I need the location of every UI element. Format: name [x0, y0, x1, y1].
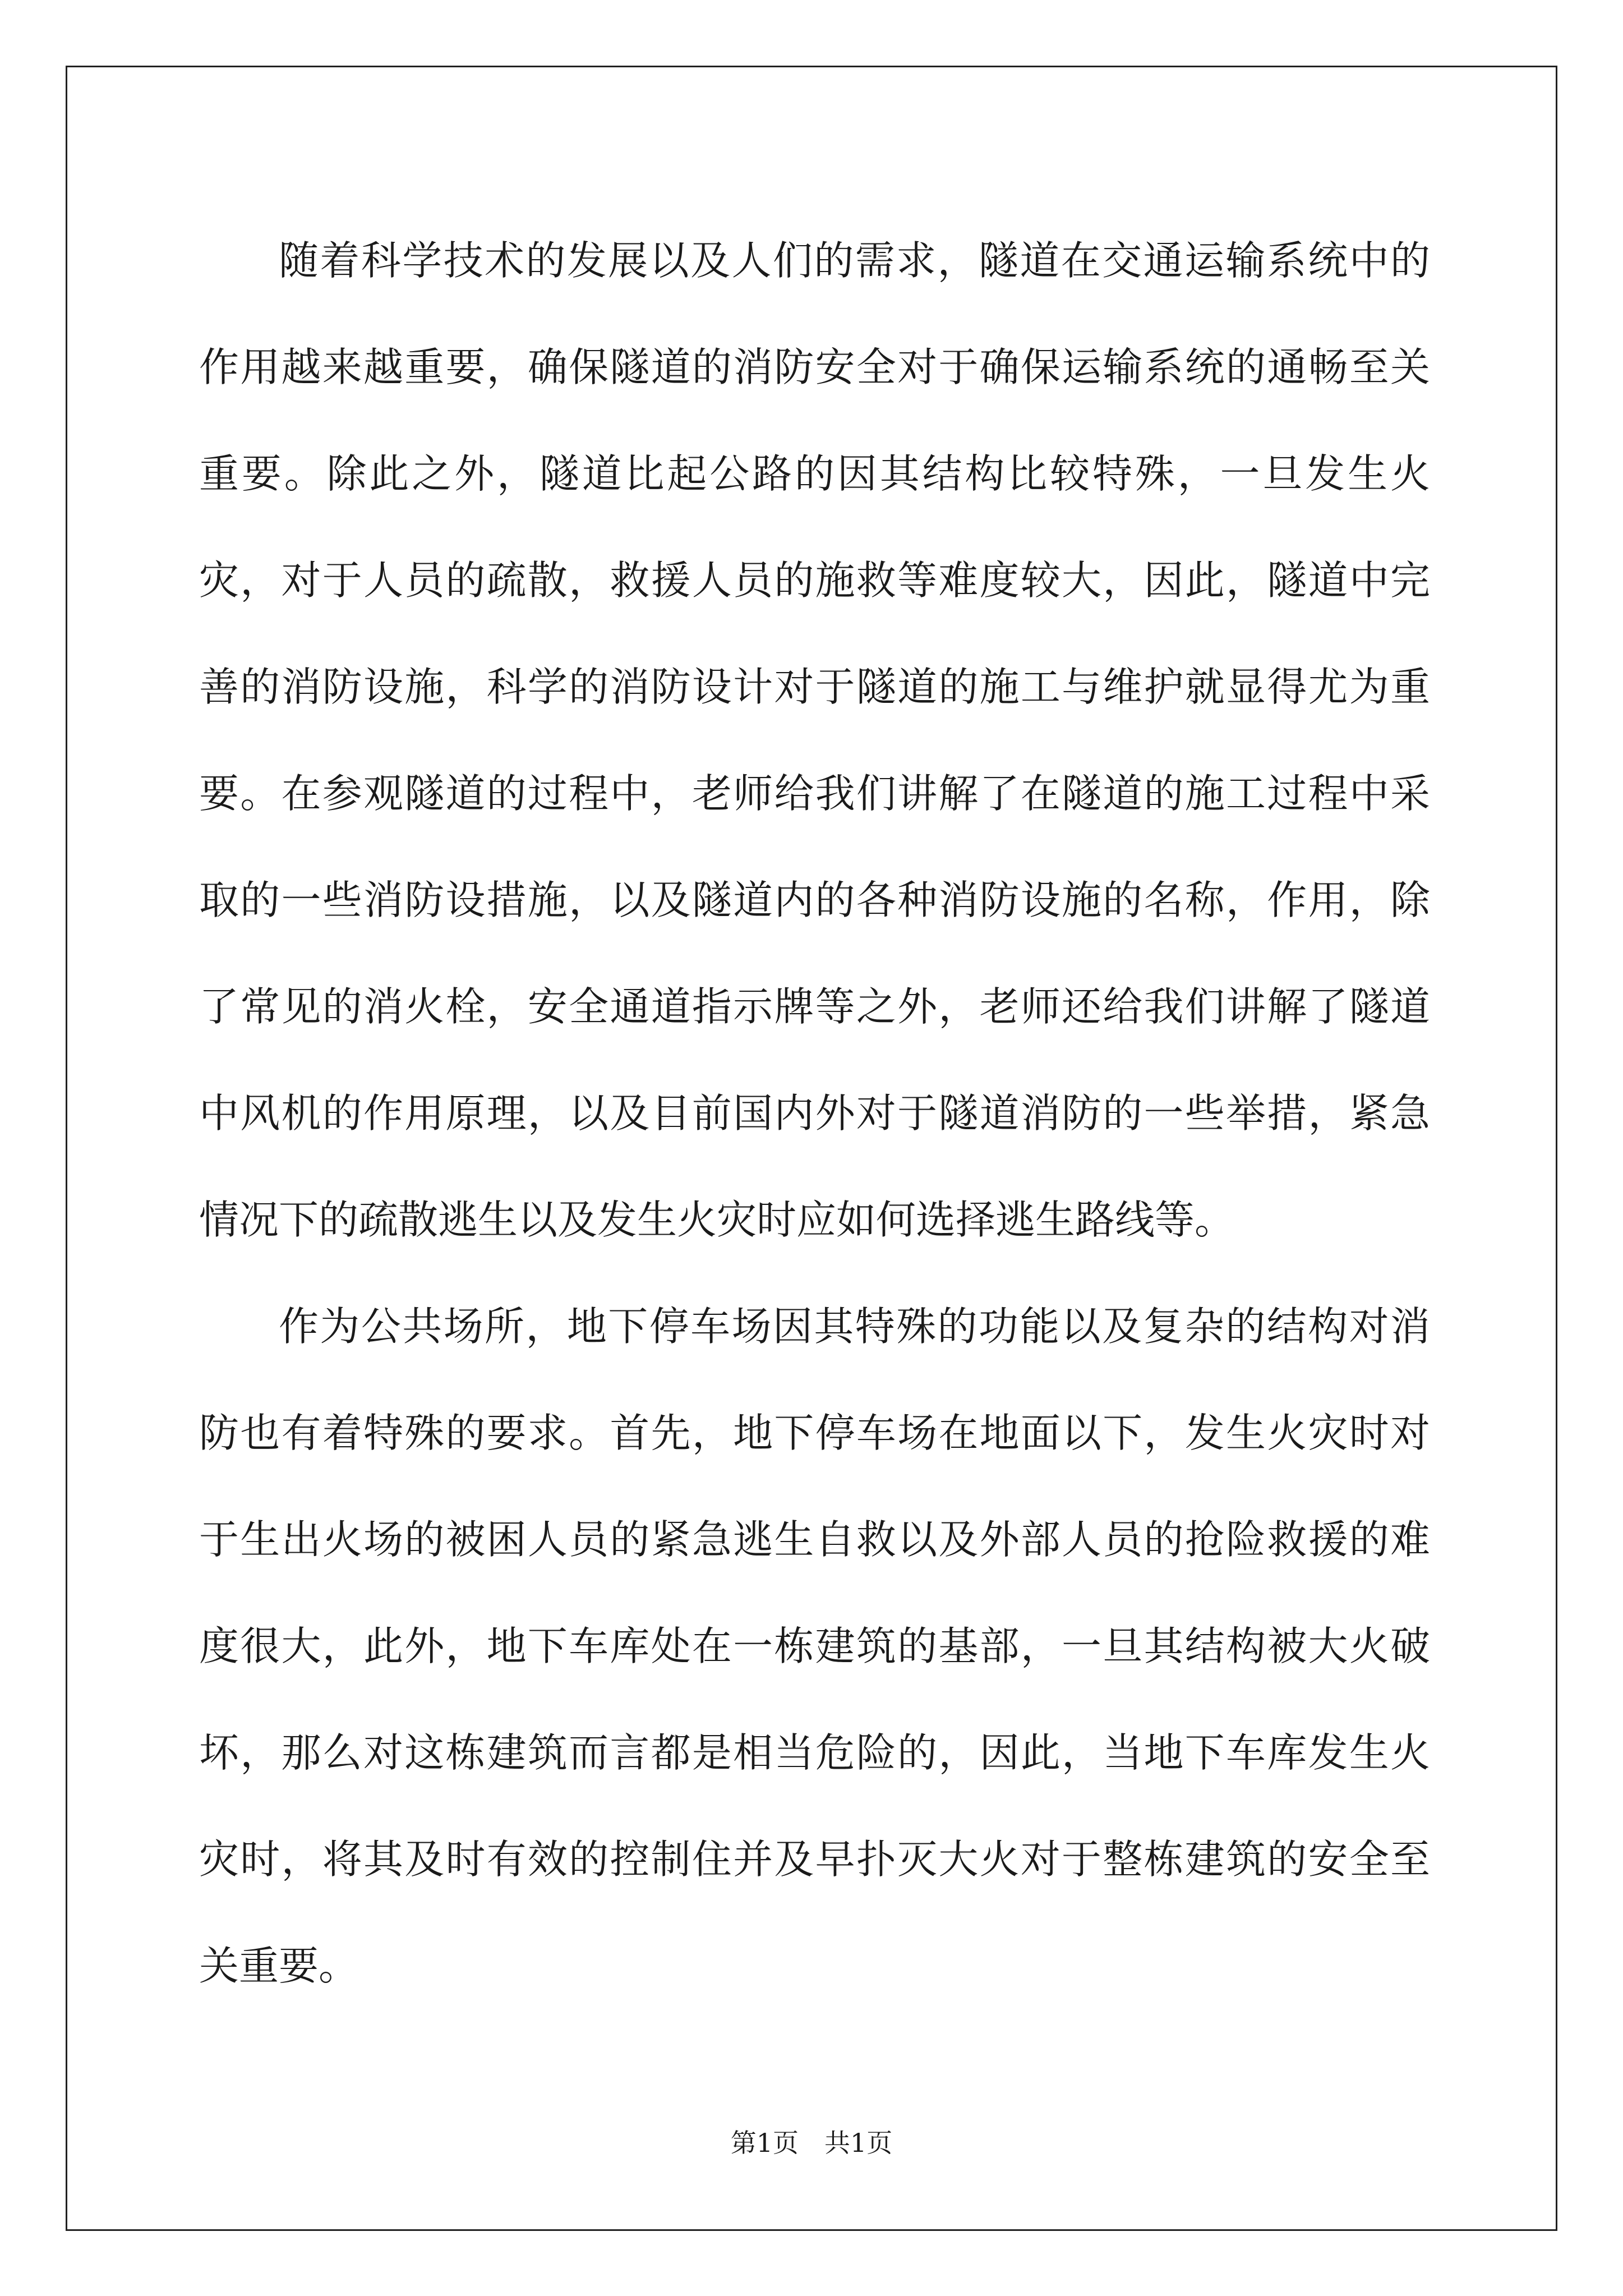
document-body	[199, 208, 1430, 2019]
paragraph-1: 随着科学技术的发展以及人们的需求，隧道在交通运输系统中的作用越来越重要，确保隧道的消防安全对于确保运输系统的通畅至关重要。除此之外，隧道比起公路的因其结构比较特殊，一旦发生火灾，对于人员的疏散，救援人员的施救等难度较大，因此，隧道中完善的消防设施，科学的消防设计对于隧道的施工与维护就显得尤为重要。在参观隧道的过程中，老师给我们讲解了在隧道的施工过程中采取的一些消防设措施，以及隧道内的各种消防设施的名称，作用，除了常见的消火栓，安全通道指示牌等之外，老师还给我们讲解了隧道中风机的作用原理，以及目前国内外对于隧道消防的一些举措，紧急情况下的疏散逃生以及发生火灾时应如何选择逃生路线等。	[199, 237, 1430, 1243]
paragraph-2: 作为公共场所，地下停车场因其特殊的功能以及复杂的结构对消防也有着特殊的要求。首先，地下停车场在地面以下，发生火灾时对于生出火场的被困人员的紧急逃生自救以及外部人员的抢险救援的难度很大，此外，地下车库处在一栋建筑的基部，一旦其结构被大火破坏，那么对这栋建筑而言都是相当危险的，因此，当地下车库发生火灾时，将其及时有效的控制住并及早扑灭大火对于整栋建筑的安全至关重要。	[199, 1303, 1430, 1989]
page-footer: 第1页 共1页	[730, 2128, 893, 2158]
